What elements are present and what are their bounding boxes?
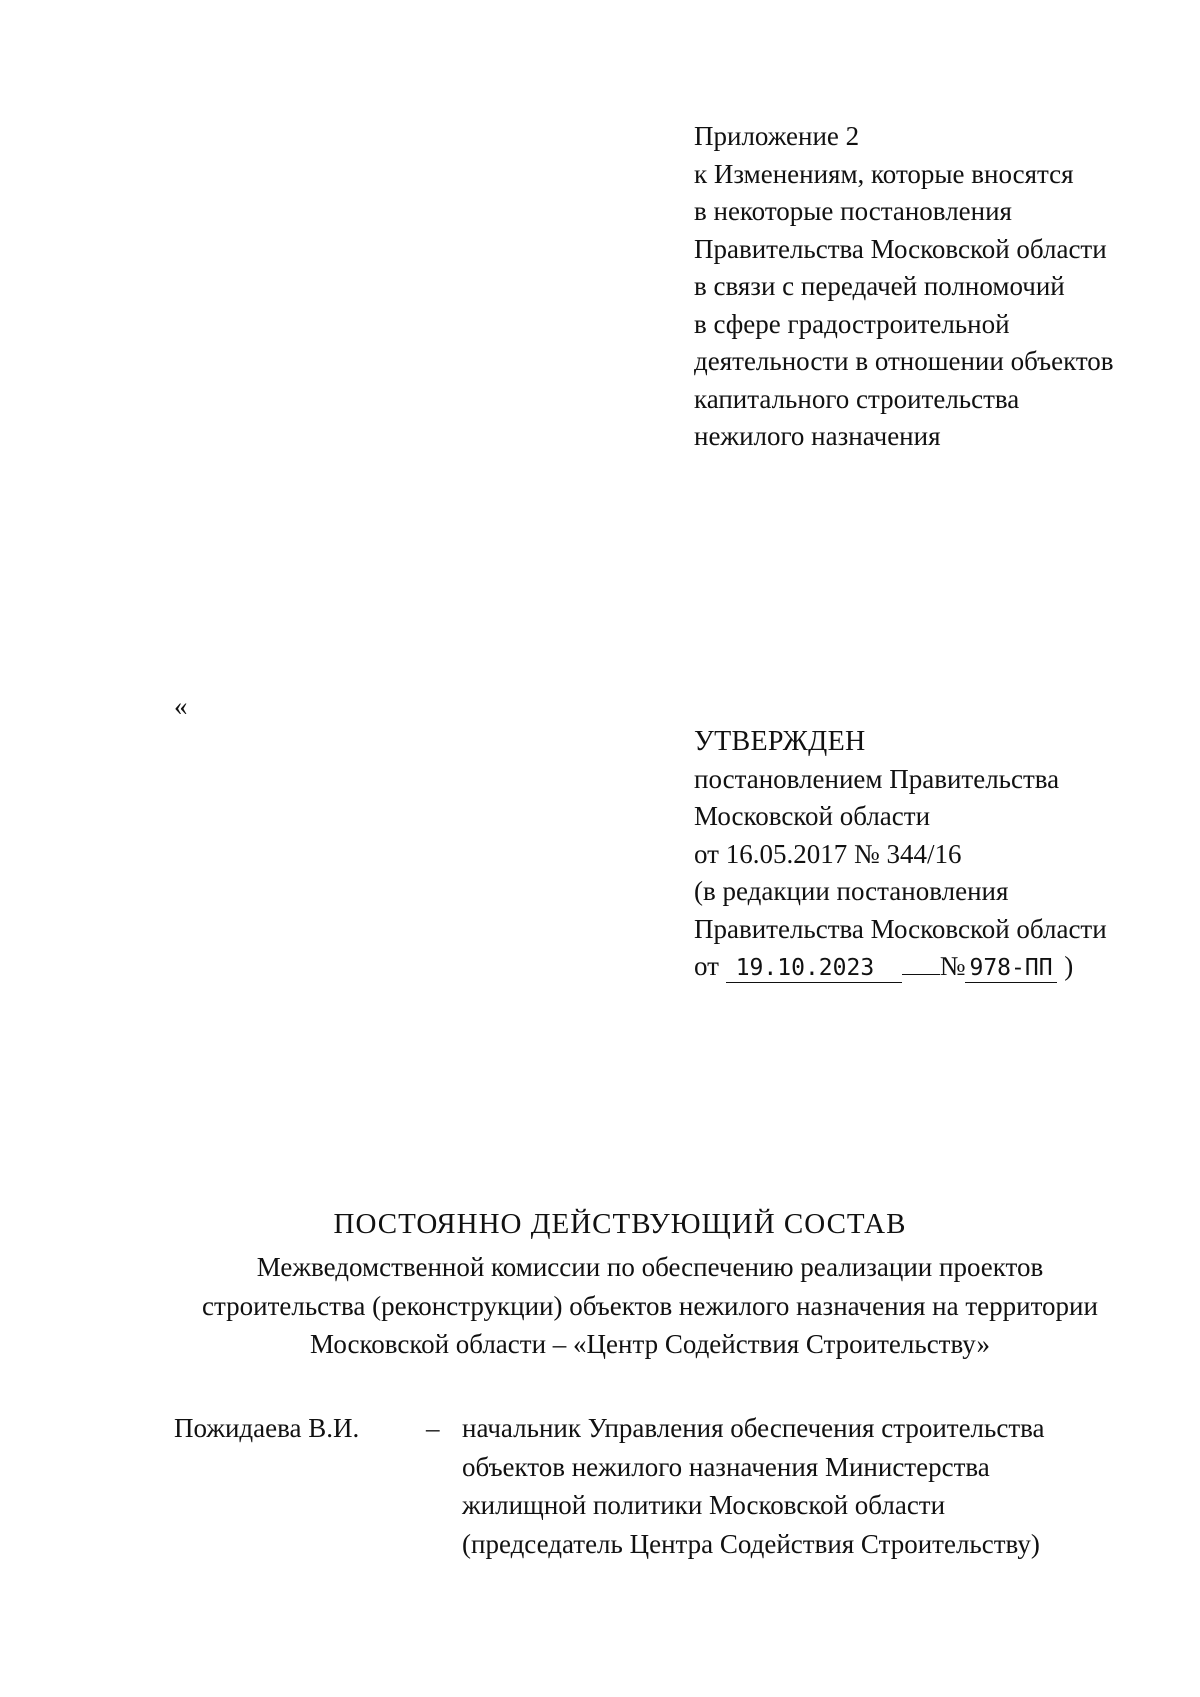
number-sign: № <box>939 951 966 981</box>
member-description-line: объектов нежилого назначения Министерства <box>462 1451 990 1482</box>
document-subtitle <box>150 1248 1150 1364</box>
approved-title: УТВЕРЖДЕН <box>694 726 866 757</box>
document-title: ПОСТОЯННО ДЕЙСТВУЮЩИЙ СОСТАВ <box>333 1208 907 1240</box>
approval-line: Правительства Московской области <box>694 913 1107 944</box>
approval-line: (в редакции постановления <box>694 876 1009 906</box>
member-description-line: жилищной политики Московской области <box>462 1490 946 1520</box>
approval-stamp-block <box>694 723 1174 986</box>
appendix-line: в связи с передачей полномочий <box>694 271 1065 301</box>
member-description-line: (председатель Центра Содействия Строительству) <box>462 1528 1040 1559</box>
appendix-line: Приложение 2 <box>694 121 860 151</box>
appendix-line: к Изменениям, которые вносятся <box>694 158 1074 189</box>
appendix-line: деятельности в отношении объектов <box>694 346 1114 376</box>
approval-number-field: 978-ПП <box>965 954 1057 983</box>
approval-date-line <box>694 948 1174 986</box>
member-dash: – <box>426 1413 440 1443</box>
approval-line: постановлением Правительства <box>694 763 1060 794</box>
member-description-line: начальник Управления обеспечения строительства <box>462 1413 1045 1443</box>
underline-gap <box>902 973 940 975</box>
approval-date-field: 19.10.2023 <box>726 954 902 983</box>
approval-line: от 16.05.2017 № 344/16 <box>694 838 962 869</box>
member-description <box>462 1409 1162 1563</box>
appendix-line: в сфере градостроительной <box>694 308 1010 339</box>
appendix-header <box>694 118 1174 456</box>
subtitle-line: Межведомственной комиссии по обеспечению реализации проектов <box>256 1252 1044 1282</box>
subtitle-line: строительства (реконструкции) объектов нежилого назначения на территории <box>202 1290 1098 1321</box>
member-name: Пожидаева В.И. <box>174 1413 360 1443</box>
date-prefix: от <box>694 951 719 981</box>
appendix-line: Правительства Московской области <box>694 233 1107 264</box>
opening-quote-mark: « <box>174 691 188 721</box>
approval-line: Московской области <box>694 801 931 831</box>
appendix-line: нежилого назначения <box>694 421 941 451</box>
appendix-line: капитального строительства <box>694 383 1020 414</box>
appendix-line: в некоторые постановления <box>694 196 1012 226</box>
closing-paren: ) <box>1064 951 1074 981</box>
subtitle-line: Московской области – «Центр Содействия Строительству» <box>310 1329 990 1359</box>
